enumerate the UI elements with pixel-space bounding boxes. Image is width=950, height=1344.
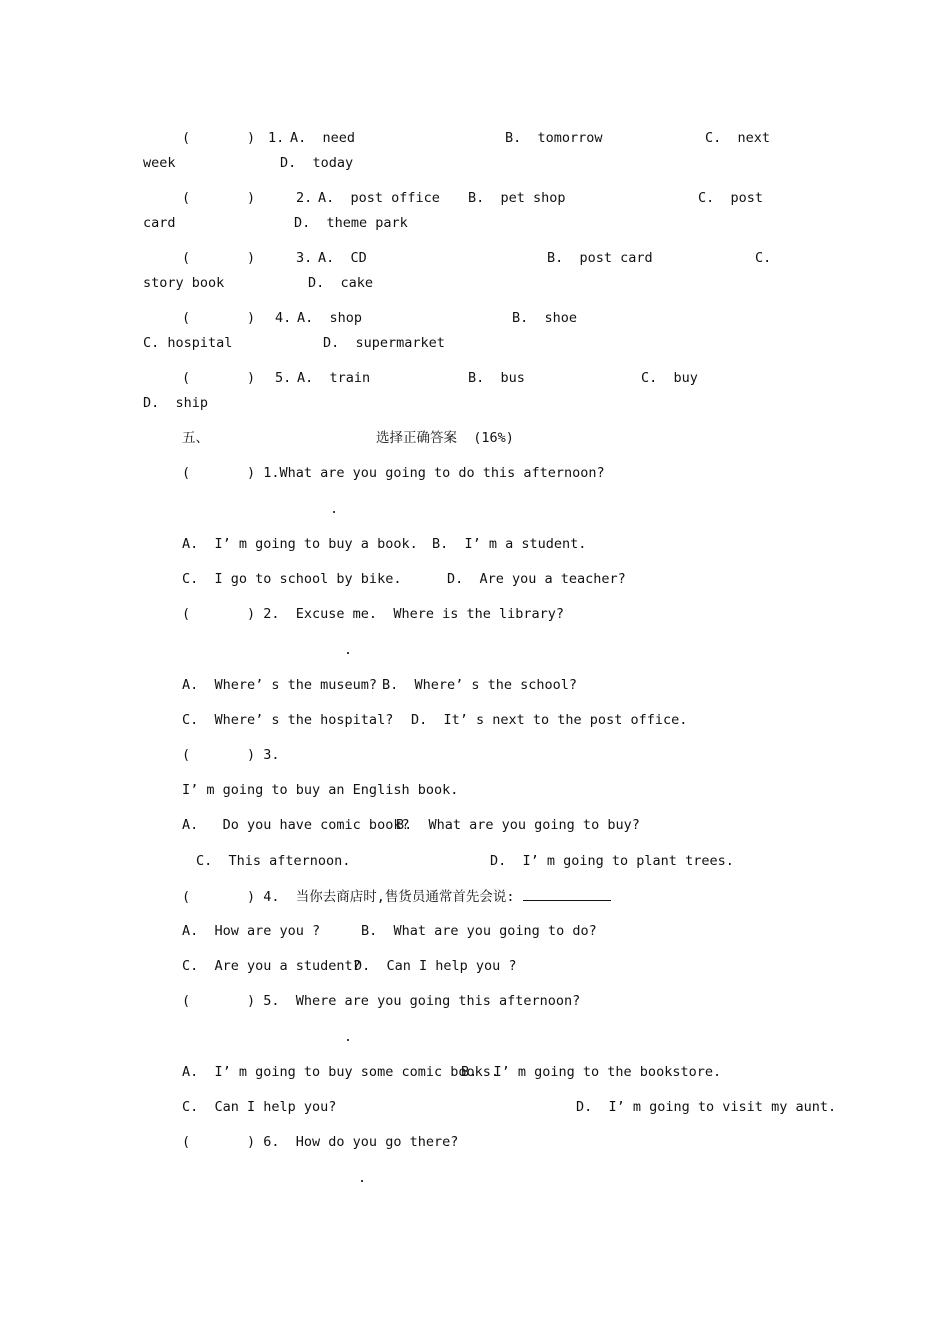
answer-line: I’ m going to buy an English book.	[182, 782, 459, 798]
option-a: A. Do you have comic book?	[182, 817, 410, 833]
option-a: A. CD	[318, 250, 367, 266]
option-c: C. hospital	[143, 335, 233, 351]
option-c: C. Where’ s the hospital?	[182, 712, 394, 728]
answer-paren: ( )	[182, 250, 256, 266]
option-b: B. I’ m going to the bookstore.	[461, 1064, 722, 1080]
option-a: A. train	[297, 370, 371, 386]
option-b: B. Where’ s the school?	[382, 677, 578, 693]
option-a: A. Where’ s the museum?	[182, 677, 378, 693]
option-b: B. What are you going to do?	[361, 923, 597, 939]
question-number: 3.	[296, 250, 313, 266]
answer-paren: ( )	[182, 190, 256, 206]
answer-blank-dot: .	[330, 501, 339, 517]
option-c-continued: story book	[143, 275, 225, 291]
option-d: D. supermarket	[323, 335, 445, 351]
option-b: B. I’ m a student.	[432, 536, 587, 552]
option-a: A. shop	[297, 310, 363, 326]
option-c: C. next	[705, 130, 771, 146]
option-a: A. I’ m going to buy some comic books.	[182, 1064, 499, 1080]
option-d: D. cake	[308, 275, 374, 291]
option-a: A. need	[290, 130, 356, 146]
option-c: C. post	[698, 190, 764, 206]
section-title: 选择正确答案 (16%)	[376, 430, 514, 446]
answer-blank-dot: .	[344, 642, 353, 658]
option-d: D. It’ s next to the post office.	[411, 712, 688, 728]
option-a: A. post office	[318, 190, 440, 206]
option-d: D. Can I help you ?	[354, 958, 517, 974]
question-stem: ( ) 6. How do you go there?	[182, 1134, 459, 1150]
option-b: B. pet shop	[468, 190, 566, 206]
question-number: 5.	[275, 370, 292, 386]
option-b: B. What are you going to buy?	[396, 817, 640, 833]
option-d: D. I’ m going to plant trees.	[490, 853, 734, 869]
question-number: 1.	[268, 130, 285, 146]
question-stem: ( ) 5. Where are you going this afternoon?	[182, 993, 581, 1009]
question-stem: ( ) 1.What are you going to do this afternoon?	[182, 465, 605, 481]
option-d: D. ship	[143, 395, 209, 411]
option-c: C.	[755, 250, 772, 266]
question-number: 4.	[275, 310, 292, 326]
option-d: D. I’ m going to visit my aunt.	[576, 1099, 837, 1115]
option-b: B. post card	[547, 250, 653, 266]
question-stem: ( ) 2. Excuse me. Where is the library?	[182, 606, 565, 622]
question-stem: ( ) 3.	[182, 747, 280, 763]
option-d: D. theme park	[294, 215, 408, 231]
option-b: B. shoe	[512, 310, 578, 326]
option-c: C. buy	[641, 370, 698, 386]
answer-paren: ( )	[182, 310, 256, 326]
answer-blank-dot: .	[358, 1170, 367, 1186]
option-b: B. bus	[468, 370, 525, 386]
option-c-continued: week	[143, 155, 176, 171]
answer-paren: ( )	[182, 370, 256, 386]
question-number: 2.	[296, 190, 313, 206]
section-number: 五、	[182, 430, 209, 446]
option-c: C. This afternoon.	[196, 853, 351, 869]
option-c-continued: card	[143, 215, 176, 231]
option-d: D. today	[280, 155, 354, 171]
option-a: A. How are you ?	[182, 923, 321, 939]
option-b: B. tomorrow	[505, 130, 603, 146]
option-c: C. Can I help you?	[182, 1099, 337, 1115]
option-c: C. I go to school by bike.	[182, 571, 402, 587]
option-c: C. Are you a student?	[182, 958, 361, 974]
option-d: D. Are you a teacher?	[447, 571, 626, 587]
answer-blank-dot: .	[344, 1029, 353, 1045]
question-stem: ( ) 4. 当你去商店时,售货员通常首先会说:	[182, 888, 611, 905]
option-a: A. I’ m going to buy a book.	[182, 536, 418, 552]
answer-blank-line[interactable]	[523, 888, 611, 901]
answer-paren: ( )	[182, 130, 256, 146]
